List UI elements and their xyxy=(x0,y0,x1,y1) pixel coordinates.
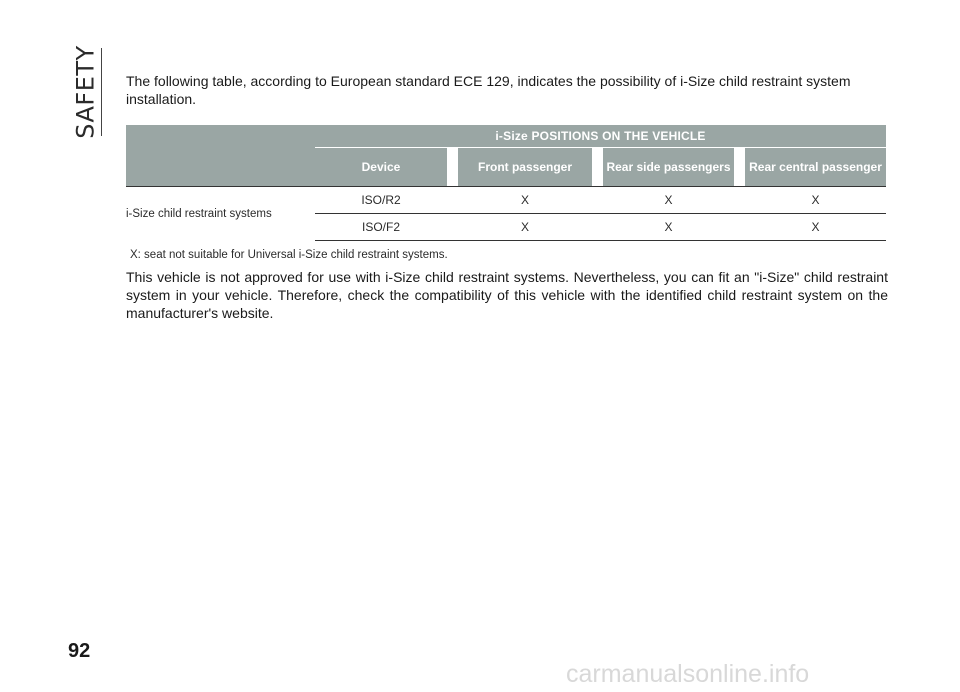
header-rear-side-passengers: Rear side passengers xyxy=(603,148,734,187)
row-label: i-Size child restraint systems xyxy=(126,187,315,241)
group-header: i-Size POSITIONS ON THE VEHICLE xyxy=(315,125,886,148)
header-gap xyxy=(734,148,745,187)
section-divider xyxy=(101,48,102,136)
table-corner-gap xyxy=(304,125,315,187)
cell-spacer xyxy=(734,187,745,214)
rear-central-cell: X xyxy=(745,214,886,241)
cell-spacer xyxy=(734,214,745,241)
page-number: 92 xyxy=(68,640,91,662)
front-passenger-cell: X xyxy=(458,214,592,241)
table-row xyxy=(126,187,886,214)
isize-positions-table xyxy=(126,125,886,241)
device-cell: ISO/R2 xyxy=(315,187,447,214)
rear-side-cell: X xyxy=(603,214,734,241)
intro-paragraph: The following table, according to European standard ECE 129, indicates the possibility of i-Size child restraint system installation. xyxy=(126,73,851,107)
cell-spacer xyxy=(447,214,458,241)
section-label-text: SAFETY xyxy=(72,45,101,139)
rear-side-cell: X xyxy=(603,187,734,214)
cell-spacer xyxy=(447,187,458,214)
rear-central-cell: X xyxy=(745,187,886,214)
body-paragraph: This vehicle is not approved for use with i-Size child restraint systems. Nevertheless, you can fit an "i-Size" child restraint system in your vehicle. Therefore, check the compatibility of this vehicle with the identified child restraint system on the manufacturer's website. xyxy=(126,269,888,321)
table-note: X: seat not suitable for Universal i-Size child restraint systems. xyxy=(130,249,448,261)
table-corner-cell xyxy=(126,125,304,187)
cell-spacer xyxy=(592,214,603,241)
cell-spacer xyxy=(592,187,603,214)
header-gap xyxy=(592,148,603,187)
device-cell: ISO/F2 xyxy=(315,214,447,241)
front-passenger-cell: X xyxy=(458,187,592,214)
header-gap xyxy=(447,148,458,187)
isize-table-container xyxy=(126,125,886,241)
header-rear-central-passenger: Rear central passenger xyxy=(745,148,886,187)
header-device: Device xyxy=(315,148,447,187)
section-label xyxy=(68,45,104,139)
header-front-passenger: Front passenger xyxy=(458,148,592,187)
watermark: carmanualsonline.info xyxy=(566,660,810,688)
